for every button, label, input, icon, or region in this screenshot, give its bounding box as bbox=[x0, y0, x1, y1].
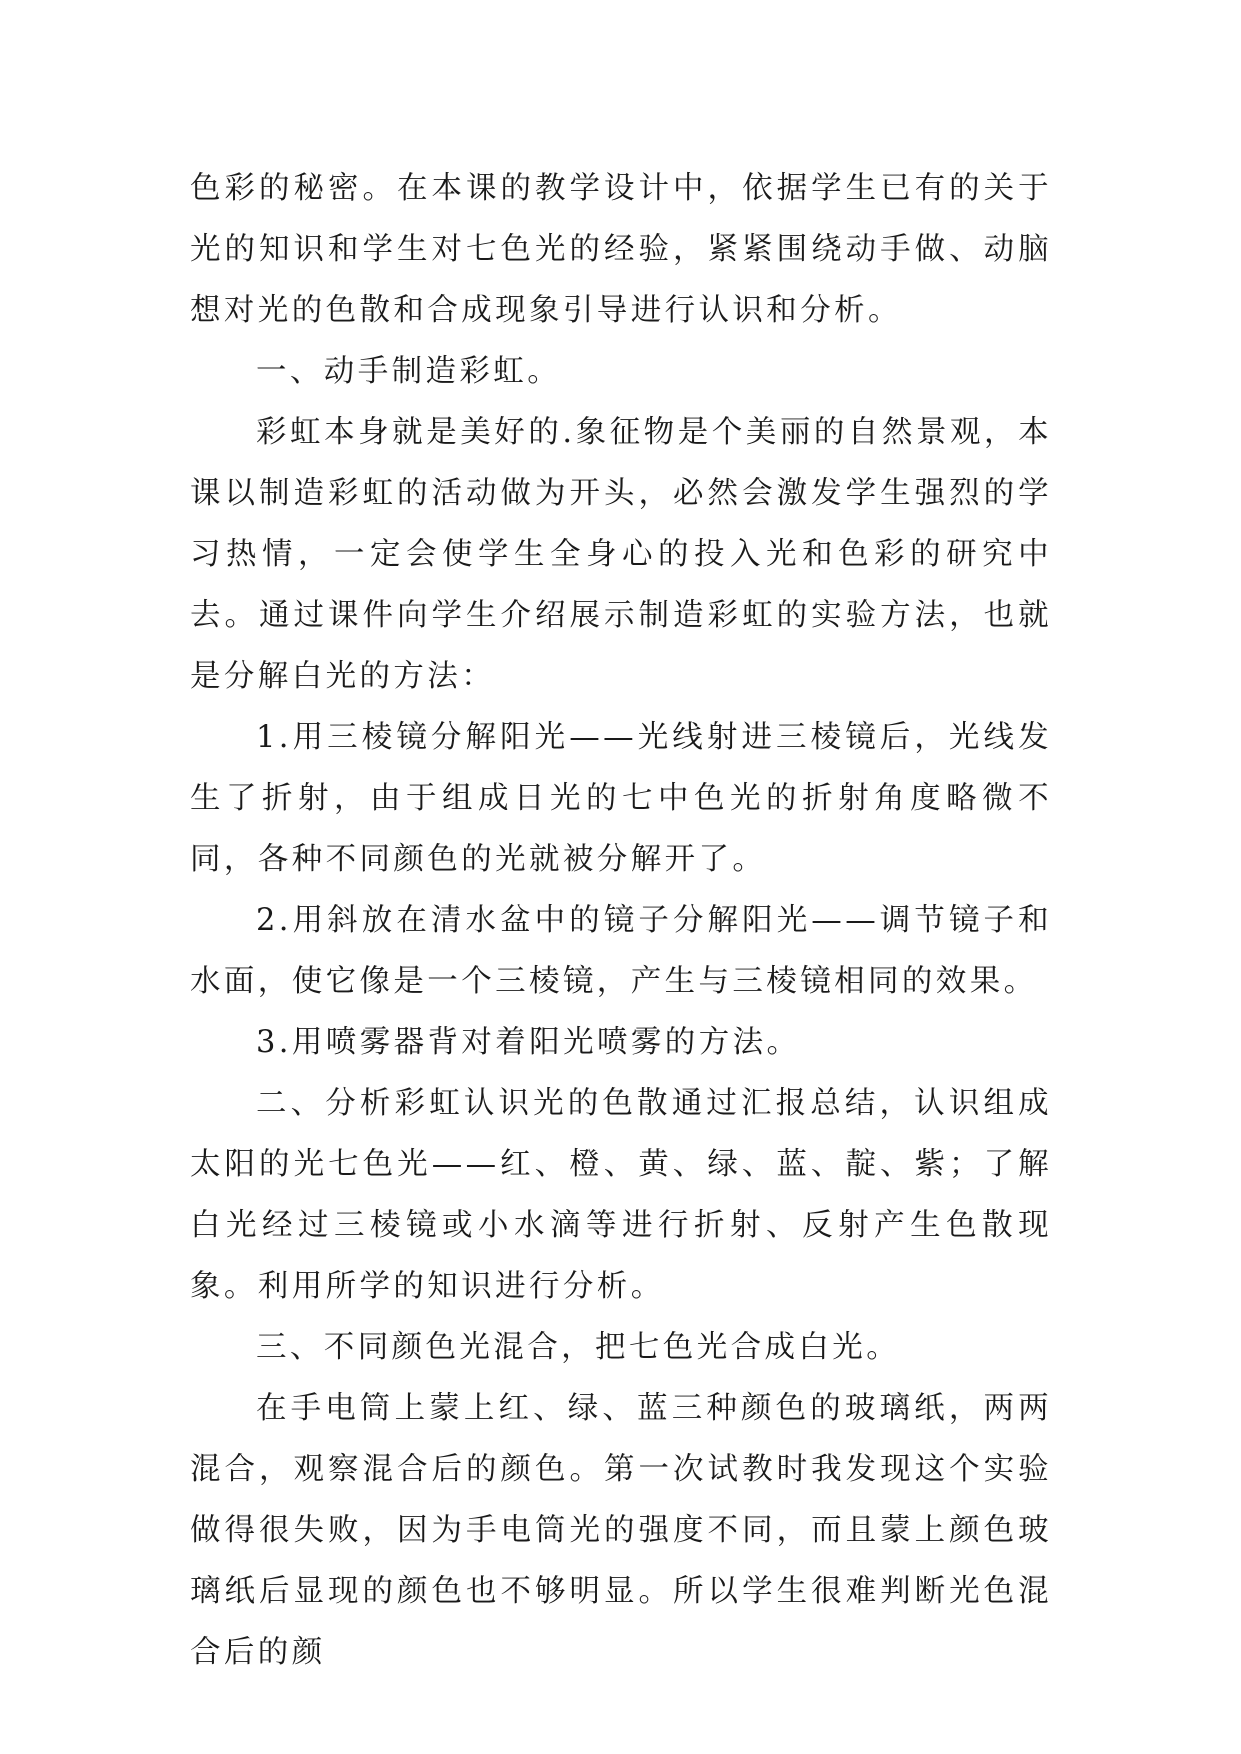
list-item-method-2: 2.用斜放在清水盆中的镜子分解阳光——调节镜子和水面，使它像是一个三棱镜，产生与三棱镜相同的效果。 bbox=[190, 903, 1052, 999]
paragraph-intro-continuation: 色彩的秘密。在本课的教学设计中，依据学生已有的关于光的知识和学生对七色光的经验，紧紧围绕动手做、动脑想对光的色散和合成现象引导进行认识和分析。 bbox=[190, 171, 1052, 328]
paragraph-section-3-body: 在手电筒上蒙上红、绿、蓝三种颜色的玻璃纸，两两混合，观察混合后的颜色。第一次试教时我发现这个实验做得很失败，因为手电筒光的强度不同，而且蒙上颜色玻璃纸后显现的颜色也不够明显。所以学生很难判断光色混合后的颜 bbox=[190, 1391, 1052, 1670]
list-item-method-3: 3.用喷雾器背对着阳光喷雾的方法。 bbox=[256, 1025, 801, 1060]
list-item-method-1: 1.用三棱镜分解阳光——光线射进三棱镜后，光线发生了折射，由于组成日光的七中色光的折射角度略微不同，各种不同颜色的光就被分解开了。 bbox=[190, 720, 1052, 877]
heading-section-1: 一、动手制造彩虹。 bbox=[256, 354, 562, 389]
heading-section-3: 三、不同颜色光混合，把七色光合成白光。 bbox=[256, 1330, 901, 1365]
paragraph-section-2: 二、分析彩虹认识光的色散通过汇报总结，认识组成太阳的光七色光——红、橙、黄、绿、蓝、靛、紫；了解白光经过三棱镜或小水滴等进行折射、反射产生色散现象。利用所学的知识进行分析。 bbox=[190, 1086, 1052, 1304]
paragraph-section-1-body: 彩虹本身就是美好的.象征物是个美丽的自然景观，本课以制造彩虹的活动做为开头，必然会激发学生强烈的学习热情，一定会使学生全身心的投入光和色彩的研究中去。通过课件向学生介绍展示制造彩虹的实验方法，也就是分解白光的方法： bbox=[190, 415, 1052, 694]
document-body bbox=[190, 158, 1052, 1683]
